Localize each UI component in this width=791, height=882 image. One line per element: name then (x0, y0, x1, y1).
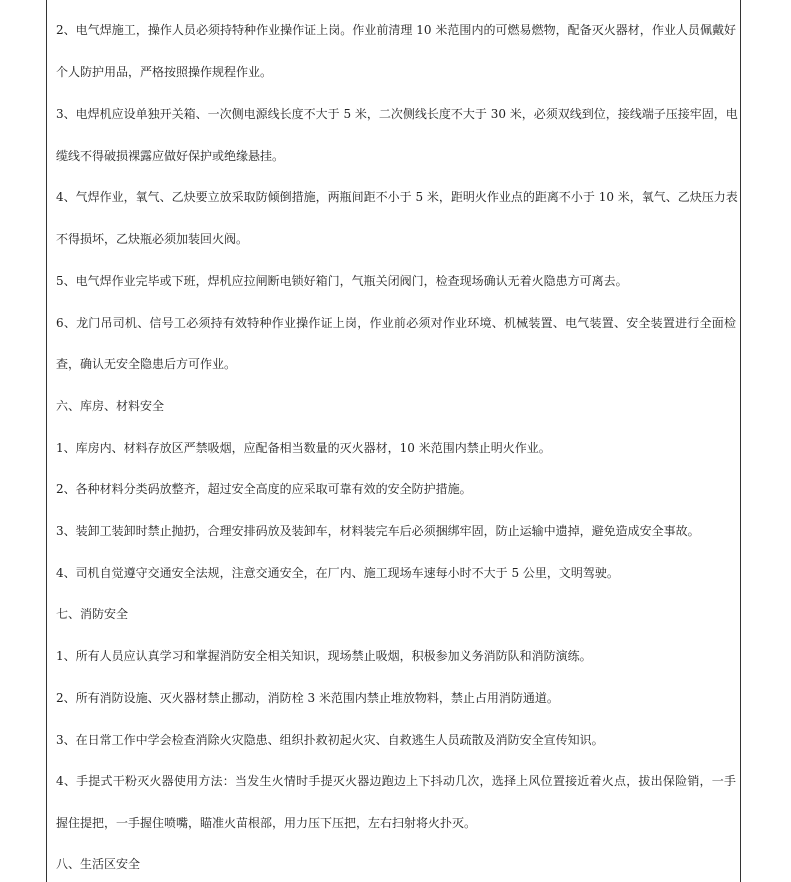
section-heading: 八、生活区安全 (56, 857, 141, 871)
paragraph-line: 2、电气焊施工，操作人员必须持特种作业操作证上岗。作业前清理 10 米范围内的可燃易燃物，配备灭火器材，作业人员佩戴好 (56, 23, 736, 37)
section-heading: 七、消防安全 (56, 607, 129, 621)
paragraph-line: 4、气焊作业，氧气、乙炔要立放采取防倾倒措施，两瓶间距不小于 5 米，距明火作业点的距离不小于 10 米，氧气、乙炔压力表 (56, 190, 738, 204)
paragraph-line: 3、装卸工装卸时禁止抛扔，合理安排码放及装卸车，材料装完车后必须捆绑牢固，防止运输中遗掉，避免造成安全事故。 (56, 524, 700, 538)
paragraph-line: 查，确认无安全隐患后方可作业。 (56, 357, 237, 371)
paragraph-line: 2、所有消防设施、灭火器材禁止挪动，消防栓 3 米范围内禁止堆放物料，禁止占用消防通道。 (56, 691, 559, 705)
paragraph-line: 3、在日常工作中学会检查消除火灾隐患、组织扑救初起火灾、自救逃生人员疏散及消防安全宣传知识。 (56, 733, 604, 747)
paragraph-line: 1、所有人员应认真学习和掌握消防安全相关知识，现场禁止吸烟，积极参加义务消防队和消防演练。 (56, 649, 592, 663)
paragraph-line: 握住提把，一手握住喷嘴，瞄准火苗根部，用力压下压把，左右扫射将火扑灭。 (56, 816, 477, 830)
table-border-right (740, 0, 741, 882)
paragraph-line: 4、手提式干粉灭火器使用方法：当发生火情时手提灭火器边跑边上下抖动几次，选择上风位置接近着火点，拔出保险销，一手 (56, 774, 736, 788)
paragraph-line: 6、龙门吊司机、信号工必须持有效特种作业操作证上岗，作业前必须对作业环境、机械装置、电气装置、安全装置进行全面检 (56, 316, 736, 330)
paragraph-line: 不得损坏，乙炔瓶必须加装回火阀。 (56, 232, 249, 246)
paragraph-line: 2、各种材料分类码放整齐，超过安全高度的应采取可靠有效的安全防护措施。 (56, 482, 472, 496)
paragraph-line: 个人防护用品，严格按照操作规程作业。 (56, 65, 273, 79)
paragraph-line: 4、司机自觉遵守交通安全法规，注意交通安全，在厂内、施工现场车速每小时不大于 5 公里，文明驾驶。 (56, 566, 619, 580)
table-border-left (46, 0, 47, 882)
paragraph-line: 5、电气焊作业完毕或下班，焊机应拉闸断电锁好箱门，气瓶关闭阀门，检查现场确认无着火隐患方可离去。 (56, 274, 628, 288)
section-heading: 六、库房、材料安全 (56, 399, 165, 413)
paragraph-line: 缆线不得破损裸露应做好保护或绝缘悬挂。 (56, 149, 285, 163)
paragraph-line: 3、电焊机应设单独开关箱、一次侧电源线长度不大于 5 米，二次侧线长度不大于 30 米，必须双线到位，接线端子压接牢固，电 (56, 107, 738, 121)
paragraph-line: 1、库房内、材料存放区严禁吸烟，应配备相当数量的灭火器材，10 米范围内禁止明火作业。 (56, 441, 551, 455)
